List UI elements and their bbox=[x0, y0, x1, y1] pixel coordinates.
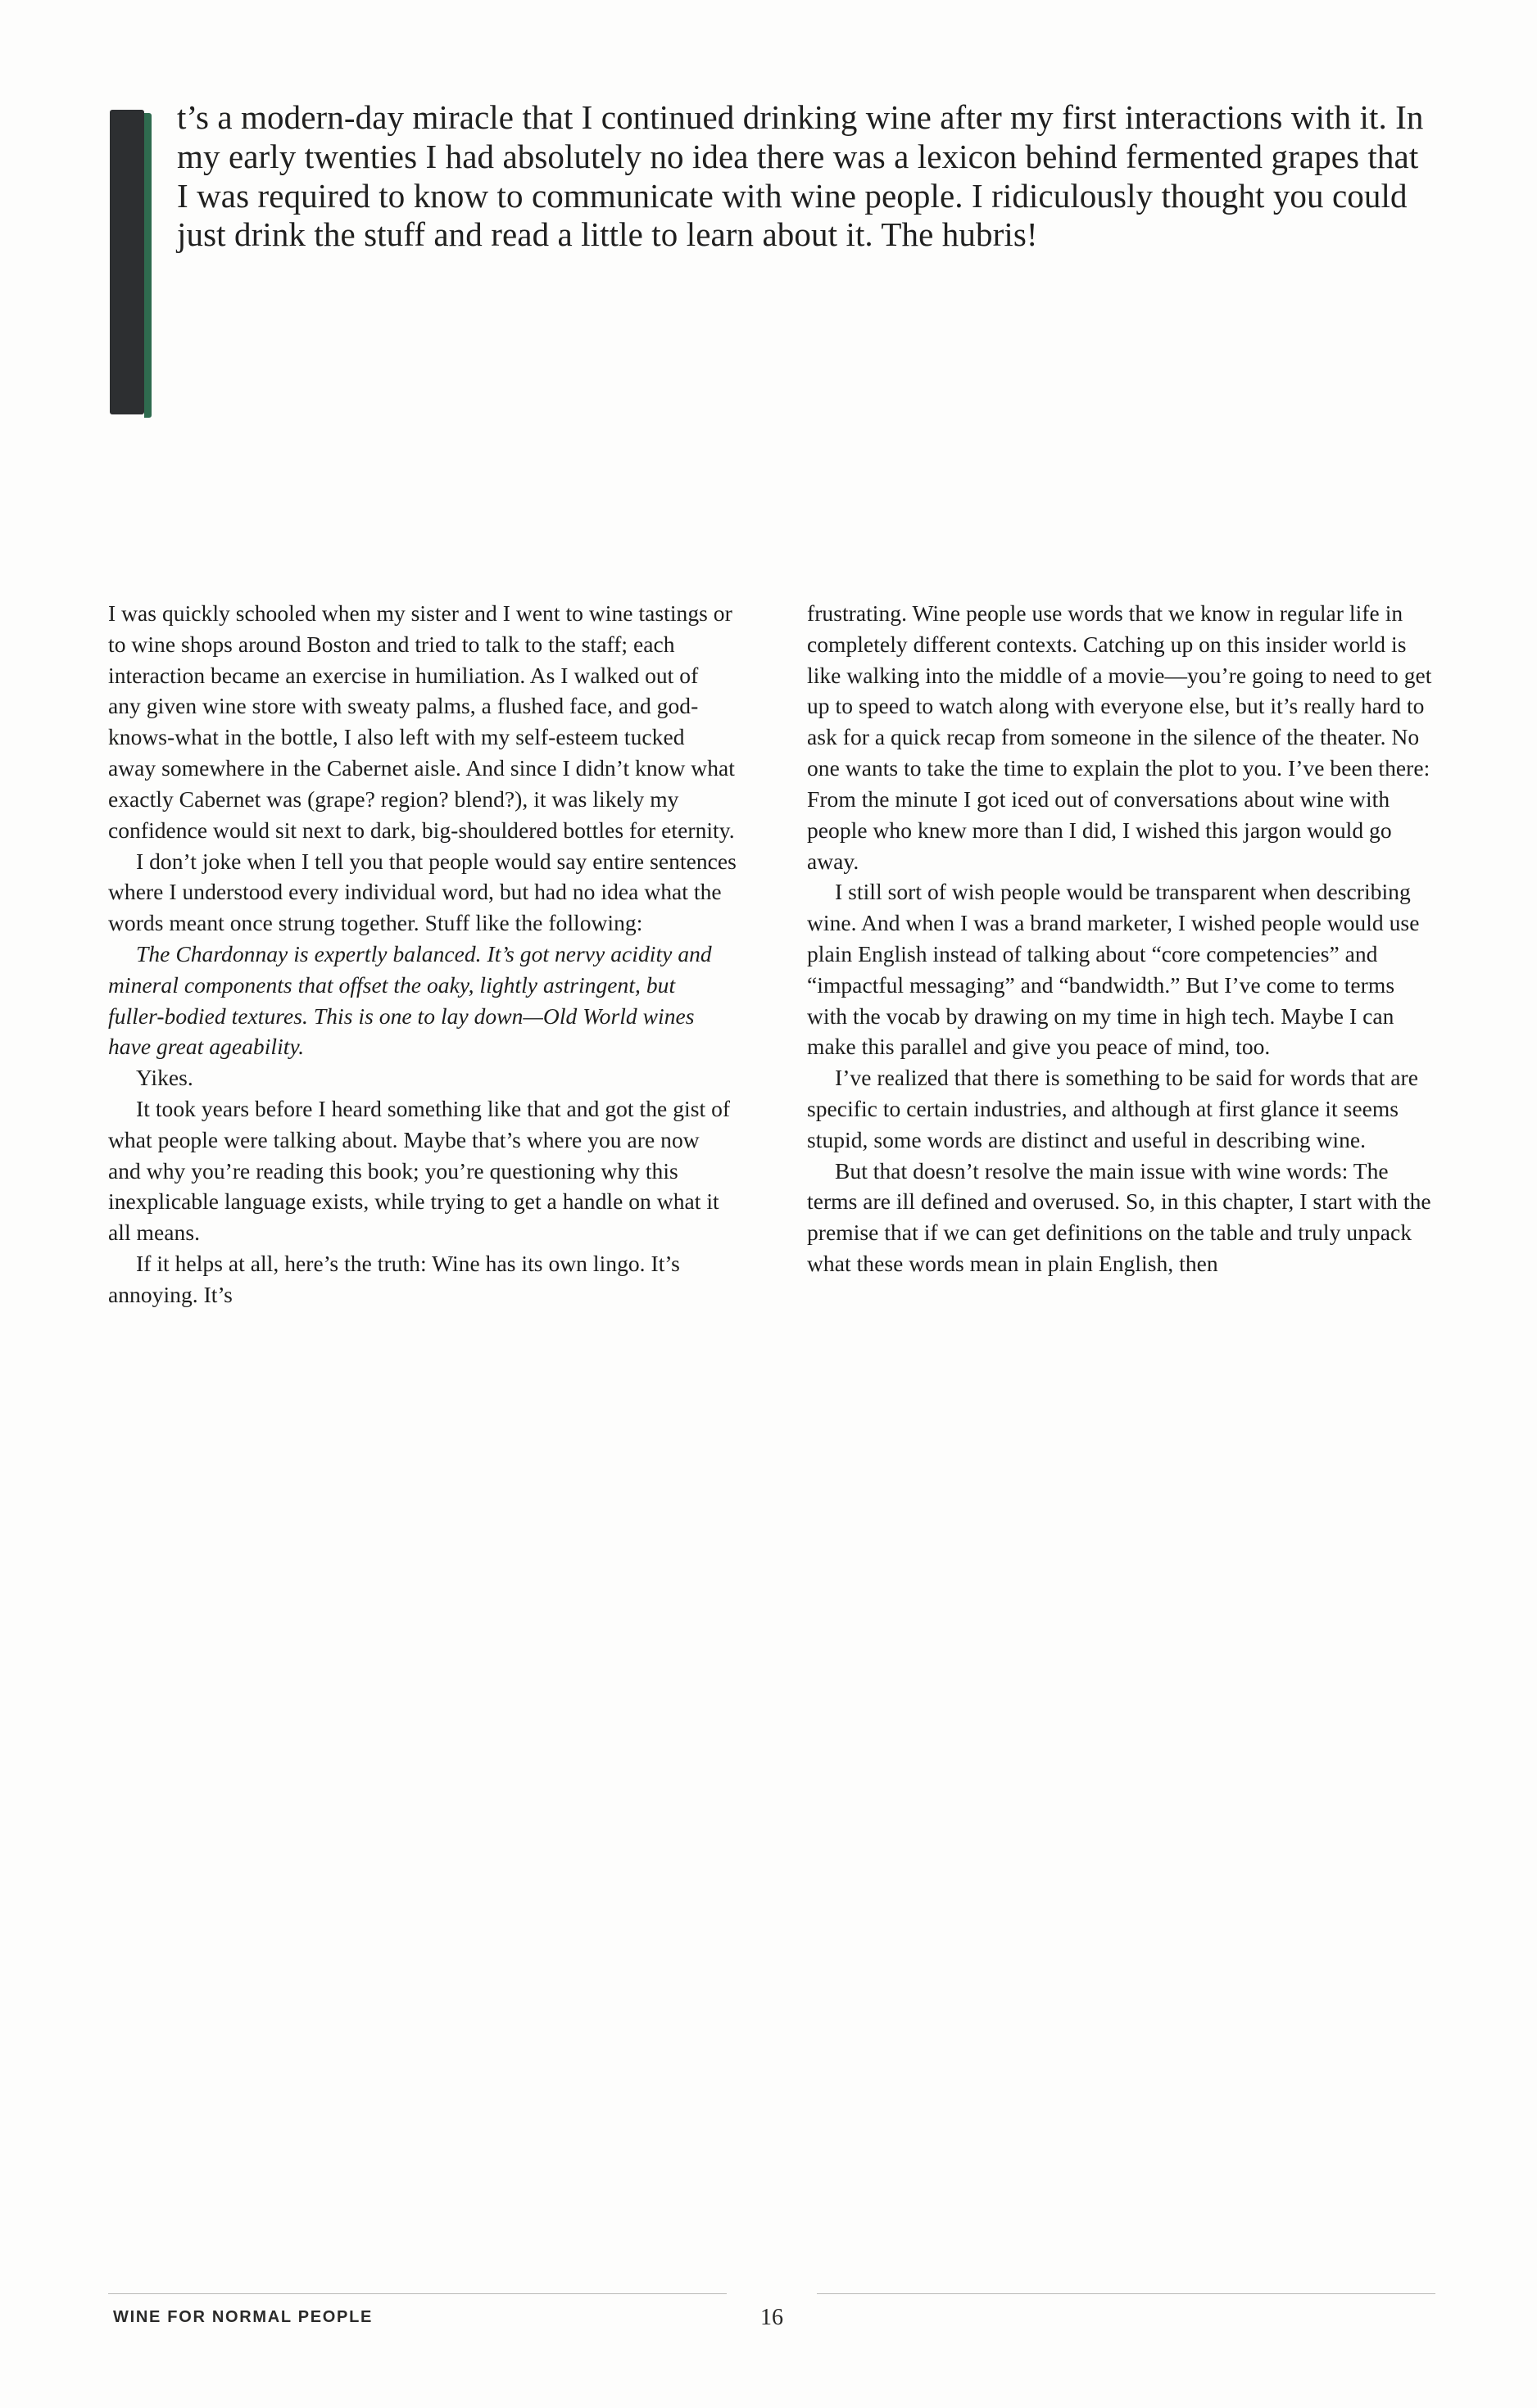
intro-paragraph-block bbox=[105, 98, 1436, 429]
page-number: 16 bbox=[746, 2305, 798, 2331]
drop-cap-ornament bbox=[105, 110, 164, 429]
page-footer bbox=[108, 2293, 1435, 2342]
paragraph-quote: The Chardonnay is expertly balanced. It’s got nervy acidity and mineral components that offset the oaky, lightly astringent, but fuller-bodied textures. This is one to lay down—Old World wines have great ageability. bbox=[108, 940, 712, 1060]
paragraph: I was quickly schooled when my sister and I went to wine tastings or to wine shops around Boston and tried to talk to the staff; each interaction became an exercise in humiliation. As I walked out of any given wine store with sweaty palms, a flushed face, and god-knows-what in the bottle, I also left with my self-esteem tucked away somewhere in the Cabernet aisle. And since I didn’t know what exactly Cabernet was (grape? region? blend?), it was likely my confidence would sit next to dark, big-shouldered bottles for eternity. bbox=[108, 600, 735, 843]
paragraph: Yikes. bbox=[136, 1065, 193, 1091]
running-head: WINE FOR NORMAL PEOPLE bbox=[113, 2308, 374, 2326]
paragraph: It took years before I heard something like that and got the gist of what people were talking about. Maybe that’s where you are now and why you’re reading this book; you’re questioning why this inexplicable language exists, while trying to get a handle on what it all means. bbox=[108, 1096, 731, 1246]
intro-text: t’s a modern-day miracle that I continued drinking wine after my first interactions with it. In my early twenties I had absolutely no idea there was a lexicon behind fermented grapes that I was required to know to communicate with wine people. I ridiculously thought you could just drink the stuff and read a little to learn about it. The hubris! bbox=[177, 98, 1424, 254]
footer-divider-gap bbox=[727, 2293, 817, 2295]
paragraph: I still sort of wish people would be transparent when describing wine. And when I was a brand marketer, I wished people would use plain English instead of talking about “core competencies” and “impactful messaging” and “bandwidth.” But I’ve come to terms with the vocab by drawing on my time in high tech. Maybe I can make this parallel and give you peace of mind, too. bbox=[807, 879, 1420, 1060]
paragraph: I’ve realized that there is something to be said for words that are specific to certain industries, and although at first glance it seems stupid, some words are distinct and useful in describing wine. bbox=[807, 1065, 1418, 1152]
paragraph: If it helps at all, here’s the truth: Wine has its own lingo. It’s annoying. It’s bbox=[108, 1251, 680, 1307]
body-columns bbox=[108, 598, 1435, 1310]
paragraph: frustrating. Wine people use words that we know in regular life in completely different contexts. Catching up on this insider world is like walking into the middle of a movie—you’re going to need to get up to speed to watch along with everyone else, but it’s really hard to ask for a quick recap from someone in the silence of the theater. No one wants to take the time to explain the plot to you. I’ve been there: From the minute I got iced out of conversations about wine with people who knew more than I did, I wished this jargon would go away. bbox=[807, 600, 1432, 874]
paragraph: I don’t joke when I tell you that people would say entire sentences where I understood every individual word, but had no idea what the words meant once strung together. Stuff like the following: bbox=[108, 848, 737, 936]
column-right bbox=[807, 598, 1435, 1310]
column-left bbox=[108, 598, 737, 1310]
paragraph: But that doesn’t resolve the main issue with wine words: The terms are ill defined and overused. So, in this chapter, I start with the premise that if we can get definitions on the table and truly unpack what these words mean in plain English, then bbox=[807, 1157, 1431, 1277]
drop-cap-letter-I bbox=[110, 110, 144, 414]
